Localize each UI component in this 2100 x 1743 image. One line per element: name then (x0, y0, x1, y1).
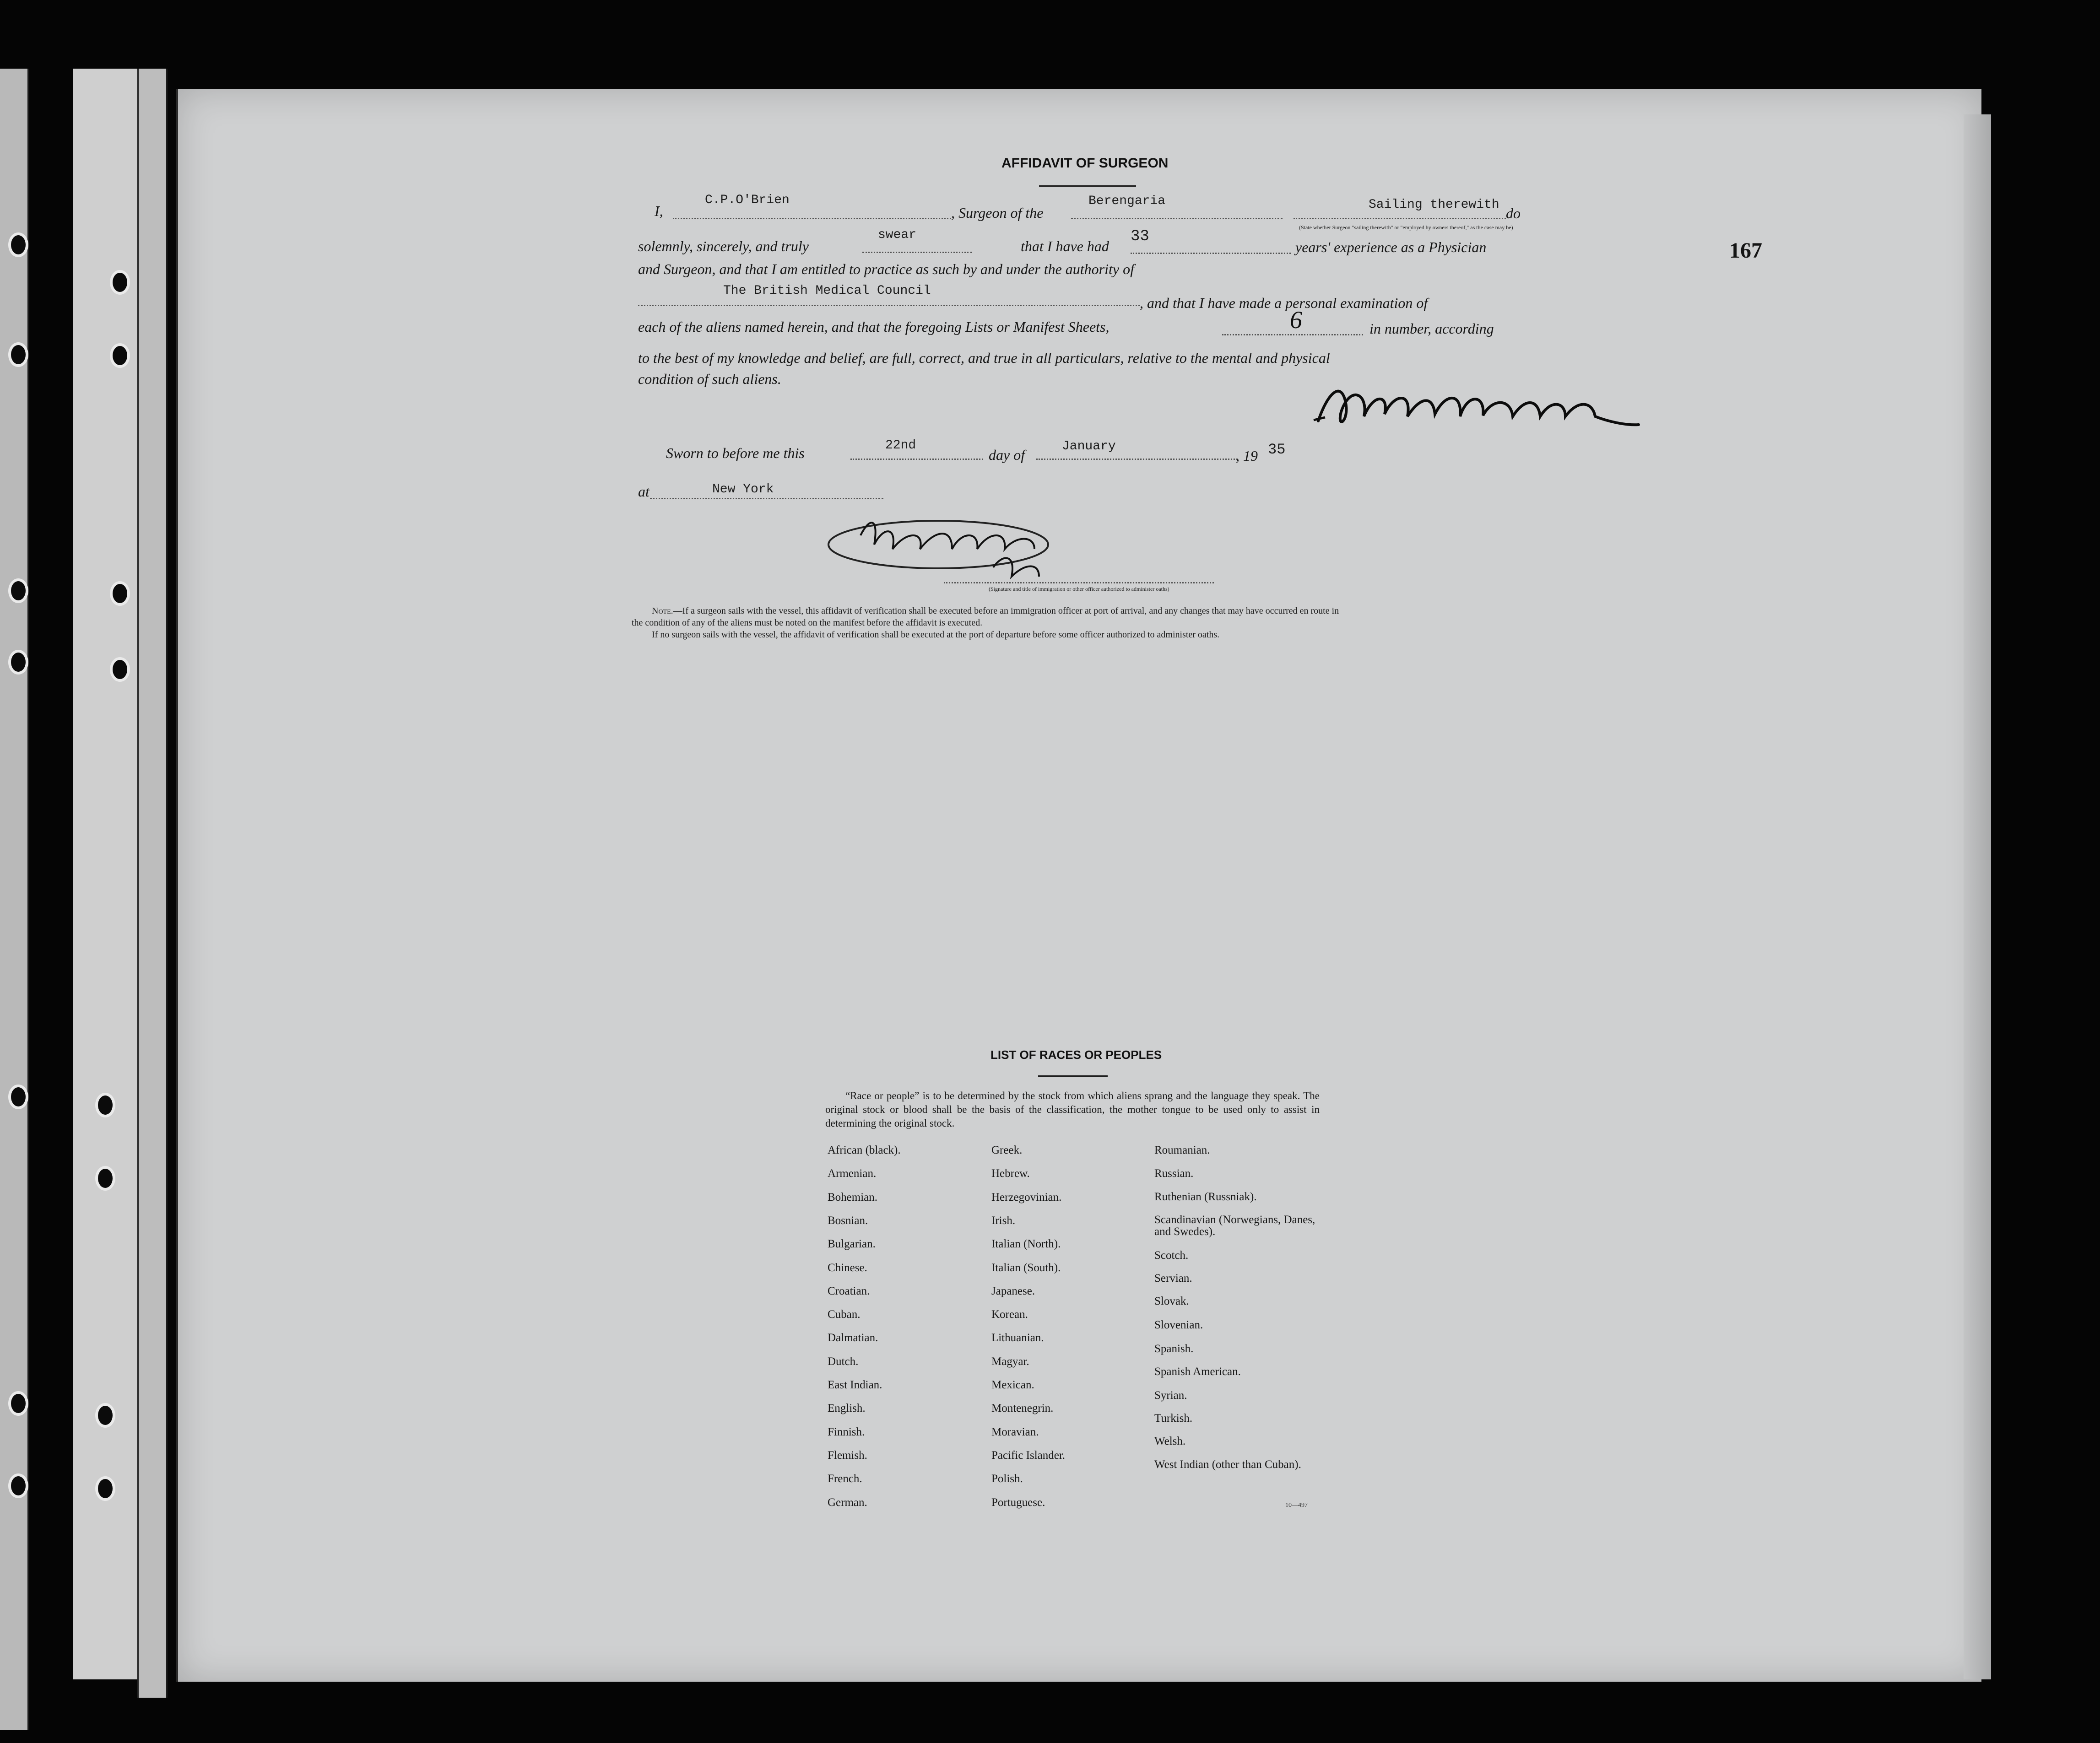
race-item: Slovak. (1154, 1295, 1189, 1307)
line5-prefix: each of the aliens named herein, and that the foregoing Lists or Manifest Sheets, (638, 318, 1110, 335)
day-of: day of (989, 447, 1025, 463)
race-item: Spanish. (1154, 1343, 1194, 1355)
races-title-underline (1038, 1075, 1108, 1077)
line4-end: , and that I have made a personal examination of (1140, 295, 1428, 311)
race-item: Slovenian. (1154, 1319, 1203, 1331)
race-item: Scandinavian (Norwegians, Danes, and Swedes). (1154, 1214, 1315, 1238)
race-item: Italian (North). (991, 1238, 1061, 1250)
race-item: Roumanian. (1154, 1144, 1210, 1156)
blank-line (1036, 459, 1238, 460)
race-item: Japanese. (991, 1285, 1035, 1297)
race-item: French. (828, 1473, 862, 1485)
race-item: Cuban. (828, 1308, 861, 1321)
binder-hole (8, 650, 28, 675)
race-item: Italian (South). (991, 1262, 1061, 1274)
race-item: Moravian. (991, 1426, 1039, 1438)
race-item: Ruthenian (Russniak). (1154, 1191, 1257, 1203)
sworn-prefix: Sworn to before me this (666, 445, 805, 461)
ship-name: Berengaria (1088, 194, 1166, 208)
note-text-1: —If a surgeon sails with the vessel, this affidavit of verification shall be executed before an immigration officer at port of arrival, and any changes that may have occurred en route in (673, 606, 1339, 616)
line1-end: do (1506, 205, 1521, 221)
line2-mid: that I have had (1021, 238, 1109, 254)
race-item: Dalmatian. (828, 1332, 878, 1344)
race-item: Korean. (991, 1308, 1028, 1321)
race-item: Greek. (991, 1144, 1023, 1156)
race-item: Welsh. (1154, 1435, 1186, 1447)
oath-verb: swear (878, 228, 917, 242)
race-item: Turkish. (1154, 1412, 1193, 1425)
binder-hole (95, 1093, 115, 1117)
line2-end: years' experience as a Physician (1295, 239, 1487, 255)
binder-hole (8, 342, 28, 367)
blank-line (850, 459, 983, 460)
race-item: Scotch. (1154, 1249, 1189, 1262)
line6: to the best of my knowledge and belief, are full, correct, and true in all particulars, relative to the mental and physical (638, 350, 1330, 366)
line5-end: in number, according (1369, 320, 1494, 337)
race-item: Bosnian. (828, 1214, 868, 1227)
binder-hole (110, 581, 130, 606)
binder-hole (110, 343, 130, 368)
race-item: Spanish American. (1154, 1365, 1241, 1378)
blank-line (650, 498, 883, 499)
race-item: Polish. (991, 1473, 1023, 1485)
blank-line (1131, 253, 1291, 254)
race-item: West Indian (other than Cuban). (1154, 1458, 1301, 1471)
blank-line (673, 218, 951, 219)
race-item: Bulgarian. (828, 1238, 876, 1250)
line2-prefix: solemnly, sincerely, and truly (638, 238, 809, 254)
binder-hole (8, 1085, 28, 1109)
line3: and Surgeon, and that I am entitled to practice as such by and under the authority of (638, 261, 1134, 277)
manifest-sheet-count: 6 (1290, 306, 1302, 334)
binder-hole (95, 1403, 115, 1428)
race-item: Magyar. (991, 1355, 1029, 1368)
officer-signature (824, 508, 1117, 590)
note-text-2: the condition of any of the aliens must be noted on the manifest before the affidavit is executed. (632, 618, 983, 628)
sworn-day: 22nd (885, 438, 916, 453)
blank-line (638, 305, 1140, 306)
officer-signature-line (944, 582, 1214, 583)
binder-hole (95, 1476, 115, 1501)
race-item: Syrian. (1154, 1389, 1187, 1402)
licensing-authority: The British Medical Council (723, 284, 931, 298)
race-item: German. (828, 1496, 867, 1509)
affidavit-note (632, 605, 1339, 641)
race-item: Flemish. (828, 1449, 867, 1462)
race-item: Lithuanian. (991, 1332, 1044, 1344)
race-item: Armenian. (828, 1167, 877, 1180)
race-item: Portuguese. (991, 1496, 1045, 1509)
line1-mid: , Surgeon of the (951, 205, 1044, 221)
race-item: Finnish. (828, 1426, 865, 1438)
binder-hole (110, 657, 130, 682)
binder-hole (95, 1166, 115, 1191)
race-item: Herzegovinian. (991, 1191, 1062, 1203)
affidavit-title: AFFIDAVIT OF SURGEON (1001, 156, 1169, 171)
sworn-month: January (1062, 439, 1116, 453)
year-prefix: , 19 (1236, 448, 1258, 464)
races-title: LIST OF RACES OR PEOPLES (990, 1048, 1162, 1062)
race-item: Dutch. (828, 1355, 859, 1368)
race-item: Mexican. (991, 1379, 1034, 1391)
race-item: African (black). (828, 1144, 901, 1156)
years-experience: 33 (1131, 228, 1149, 245)
race-item: Chinese. (828, 1262, 867, 1274)
line1-prefix: I, (655, 203, 663, 219)
race-item: Croatian. (828, 1285, 870, 1297)
surgeon-status: Sailing therewith (1369, 198, 1499, 212)
blank-line (1071, 218, 1283, 219)
year-suffix: 35 (1268, 441, 1286, 458)
binder-hole (8, 1473, 28, 1498)
race-item: East Indian. (828, 1379, 882, 1391)
note-label: Note. (652, 606, 673, 616)
title-underline (1039, 185, 1136, 187)
officer-caption: (Signature and title of immigration or other officer authorized to administer oaths) (989, 586, 1169, 592)
binder-hole (8, 578, 28, 603)
page-edge (1964, 114, 1991, 1679)
race-item: Bohemian. (828, 1191, 878, 1203)
race-item: Montenegrin. (991, 1402, 1054, 1414)
blank-line (862, 252, 972, 253)
at-prefix: at (638, 483, 649, 500)
binder-hole (8, 232, 28, 257)
blank-line (1222, 334, 1363, 335)
blank-line (1294, 218, 1506, 219)
binder-hole (110, 270, 130, 295)
race-item: Servian. (1154, 1272, 1192, 1284)
race-item: Russian. (1154, 1167, 1194, 1180)
page-number: 167 (1729, 238, 1762, 263)
binder-hole (8, 1391, 28, 1416)
races-intro: “Race or people” is to be determined by the stock from which aliens sprang and the language they speak. The original stock or blood shall be the basis of the classification, the mother tongue to be used only to assist in determining the original stock. (825, 1090, 1320, 1129)
sworn-place: New York (712, 482, 774, 496)
race-item: Hebrew. (991, 1167, 1030, 1180)
status-note: (State whether Surgeon "sailing therewith" or "employed by owners thereof," as the case may be) (1299, 224, 1513, 231)
binder-strip-inner (137, 69, 168, 1698)
note-text-3: If no surgeon sails with the vessel, the affidavit of verification shall be executed at the port of departure before some officer authorized to administer oaths. (652, 630, 1220, 640)
surgeon-signature (1309, 366, 1648, 448)
form-number: 10—497 (1285, 1502, 1308, 1509)
race-item: Irish. (991, 1214, 1016, 1227)
race-item: English. (828, 1402, 866, 1414)
race-item: Pacific Islander. (991, 1449, 1066, 1462)
surgeon-name: C.P.O'Brien (705, 193, 790, 207)
line7: condition of such aliens. (638, 371, 781, 387)
